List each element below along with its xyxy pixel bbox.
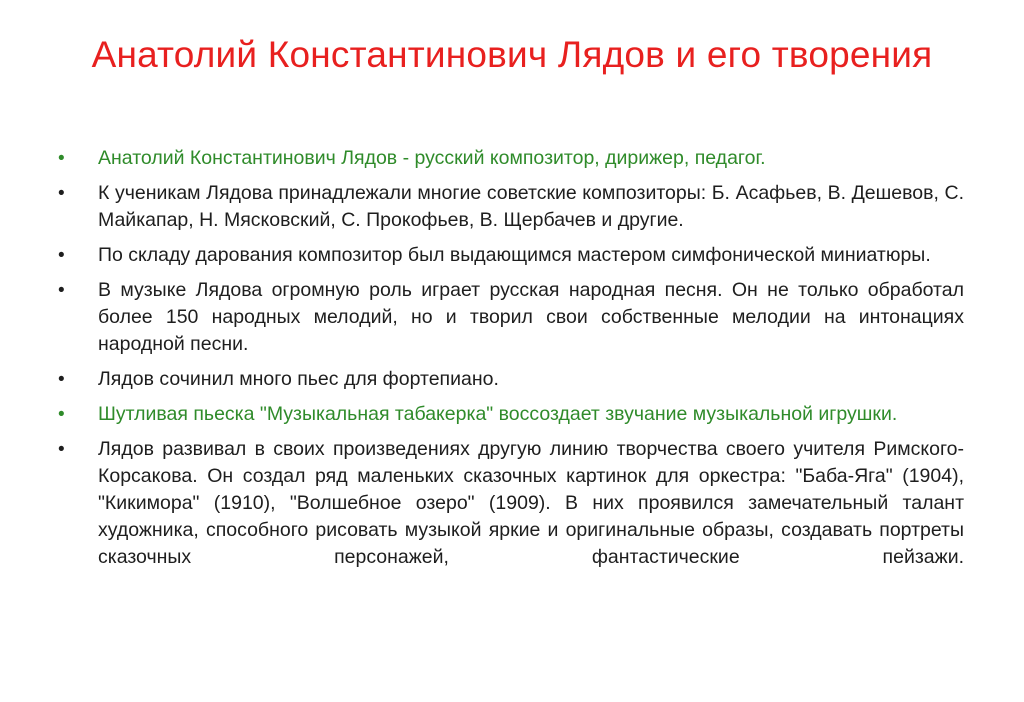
bullet-item [58, 401, 964, 428]
bullet-dot-icon: • [58, 245, 65, 266]
bullet-item [58, 436, 964, 571]
bullet-dot-icon: • [58, 148, 65, 169]
bullet-dot-icon: • [58, 369, 65, 390]
bullet-item [58, 277, 964, 358]
bullet-dot-icon: • [58, 404, 65, 425]
bullet-dot-icon: • [58, 280, 65, 301]
bullet-list [58, 145, 964, 579]
bullet-text: Анатолий Константинович Лядов - русский композитор, дирижер, педагог. [98, 147, 766, 169]
bullet-text: В музыке Лядова огромную роль играет русская народная песня. Он не только обработал более 150 народных мелодий, но и творил свои собственные мелодии на интонациях народной песни. [98, 279, 964, 355]
bullet-item [58, 242, 964, 269]
bullet-text: По складу дарования композитор был выдающимся мастером симфонической миниатюры. [98, 244, 931, 266]
bullet-text: К ученикам Лядова принадлежали многие советские композиторы: Б. Асафьев, В. Дешевов, С. Майкапар, Н. Мясковский, С. Прокофьев, В. Щербачев и другие. [98, 182, 964, 231]
bullet-item [58, 366, 964, 393]
bullet-text: Лядов развивал в своих произведениях другую линию творчества своего учителя Римского-Корсакова. Он создал ряд маленьких сказочных картинок для оркестра: "Баба-Яга" (1904), "Кикимора" (1910), "Волшебное озеро" (1909). В них проявился замечательный талант художника, способного рисовать музыкой яркие и оригинальные образы, создавать портреты сказочных персонажей, фантастические пейзажи. [98, 438, 964, 568]
bullet-item [58, 145, 964, 172]
bullet-item [58, 180, 964, 234]
bullet-dot-icon: • [58, 183, 65, 204]
bullet-text: Шутливая пьеска "Музыкальная табакерка" воссоздает звучание музыкальной игрушки. [98, 403, 898, 425]
bullet-dot-icon: • [58, 439, 65, 460]
slide-title: Анатолий Константинович Лядов и его творения [91, 34, 933, 75]
bullet-text: Лядов сочинил много пьес для фортепиано. [98, 368, 499, 390]
